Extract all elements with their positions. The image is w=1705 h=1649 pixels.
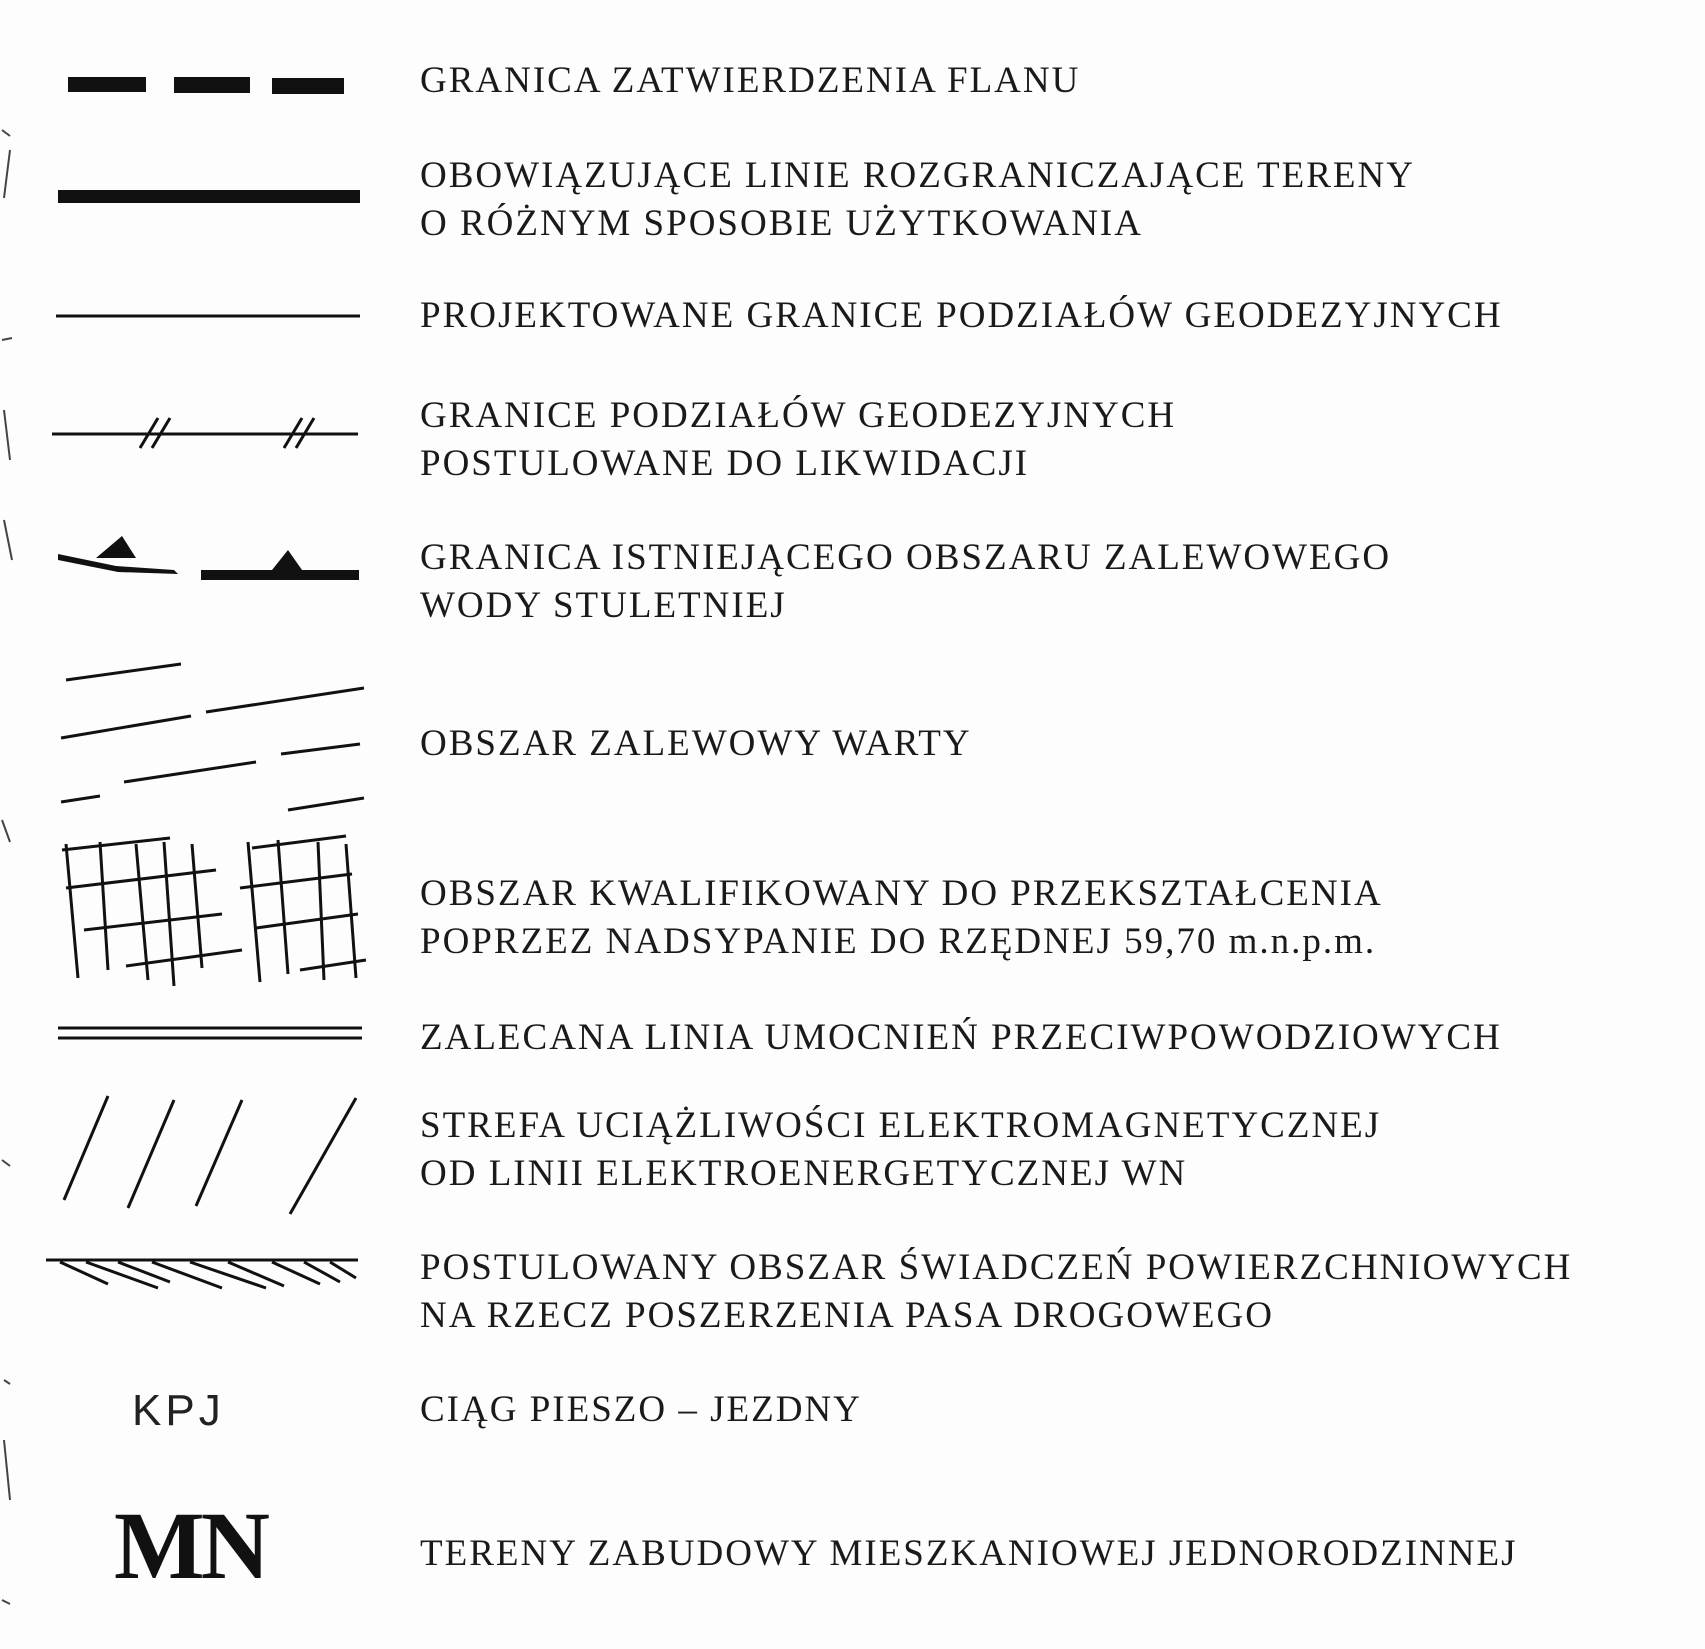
double-line-icon: [56, 1010, 396, 1070]
legend-item-warta-flood-area: [0, 650, 1705, 820]
legend-item-divisions-to-liquidate: [0, 390, 1705, 490]
thin-solid-line-icon: [56, 290, 386, 350]
comb-line-icon: [40, 1240, 380, 1350]
thick-dashed-line-icon: [60, 40, 390, 120]
triangle-line-icon: [56, 530, 396, 630]
legend-item-flood-boundary: [0, 530, 1705, 630]
crossed-line-icon: [52, 390, 392, 490]
legend-label: STREFA UCIĄŻLIWOŚCI ELEKTROMAGNETYCZNEJ OD LINII ELEKTROENERGETYCZNEJ WN: [420, 1105, 1382, 1194]
legend-item-projected-divisions: [0, 290, 1705, 350]
legend-item-plan-boundary: [0, 40, 1705, 120]
legend-item-mn: [0, 1490, 1705, 1610]
dashed-hatch-icon: [56, 650, 396, 820]
legend-label: GRANICA ISTNIEJĄCEGO OBSZARU ZALEWOWEGO WODY STULETNIEJ: [420, 537, 1392, 626]
legend-label: POSTULOWANY OBSZAR ŚWIADCZEŃ POWIERZCHNIOWYCH NA RZECZ POSZERZENIA PASA DROGOWEGO: [420, 1247, 1573, 1336]
legend-label: OBSZAR ZALEWOWY WARTY: [420, 723, 972, 764]
legend-label: GRANICE PODZIAŁÓW GEODEZYJNYCH POSTULOWANE DO LIKWIDACJI: [420, 395, 1177, 484]
legend-label: CIĄG PIESZO – JEZDNY: [420, 1389, 862, 1430]
kpj-symbol: KPJ: [132, 1386, 225, 1435]
grid-hatch-icon: [56, 830, 396, 990]
legend-label: OBOWIĄZUJĄCE LINIE ROZGRANICZAJĄCE TERENY O RÓŻNYM SPOSOBIE UŻYTKOWANIA: [420, 155, 1415, 244]
legend-item-road-easement: [0, 1240, 1705, 1350]
legend-item-em-zone: [0, 1090, 1705, 1220]
legend-item-transformation-area: [0, 830, 1705, 990]
mn-symbol: MN: [114, 1492, 266, 1599]
scan-edge-marks: [0, 0, 20, 1649]
legend-label: PROJEKTOWANE GRANICE PODZIAŁÓW GEODEZYJNYCH: [420, 295, 1503, 336]
thick-solid-line-icon: [56, 150, 386, 250]
diagonal-hatch-icon: [56, 1090, 396, 1220]
legend-item-kpj: [0, 1380, 1705, 1460]
legend-label: TERENY ZABUDOWY MIESZKANIOWEJ JEDNORODZINNEJ: [420, 1533, 1518, 1574]
legend-label: ZALECANA LINIA UMOCNIEŃ PRZECIWPOWODZIOWYCH: [420, 1017, 1502, 1058]
legend-label: GRANICA ZATWIERDZENIA FLANU: [420, 60, 1081, 101]
legend-label: OBSZAR KWALIFIKOWANY DO PRZEKSZTAŁCENIA POPRZEZ NADSYPANIE DO RZĘDNEJ 59,70 m.n.p.m.: [420, 873, 1383, 962]
legend-item-mandatory-lines: [0, 150, 1705, 250]
legend-item-flood-protection-line: [0, 1010, 1705, 1070]
